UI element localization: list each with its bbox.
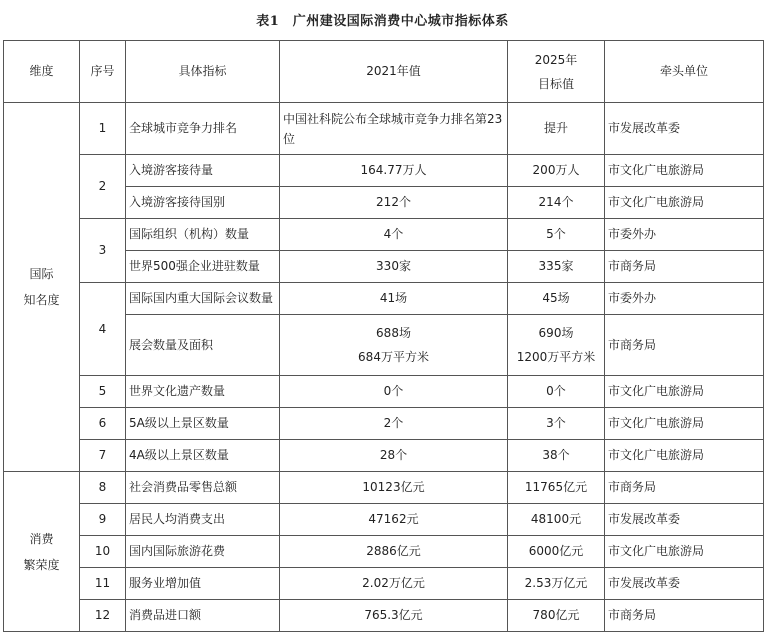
lead-unit-cell: 市商务局 bbox=[605, 600, 764, 632]
seq-cell: 2 bbox=[80, 155, 126, 219]
header-target-2025-line1: 2025年 bbox=[534, 52, 578, 67]
lead-unit-cell: 市委外办 bbox=[605, 219, 764, 251]
header-indicator: 具体指标 bbox=[126, 41, 280, 103]
target-2025-cell: 780亿元 bbox=[508, 600, 605, 632]
seq-cell: 4 bbox=[80, 283, 126, 376]
table-row bbox=[4, 568, 764, 600]
indicator-cell: 入境游客接待国别 bbox=[126, 187, 280, 219]
dimension-line2: 知名度 bbox=[23, 293, 60, 307]
value-2021-cell: 330家 bbox=[280, 251, 508, 283]
lead-unit-cell: 市发展改革委 bbox=[605, 103, 764, 155]
seq-cell: 9 bbox=[80, 504, 126, 536]
header-target-2025 bbox=[508, 41, 605, 103]
target-2025-cell: 200万人 bbox=[508, 155, 605, 187]
target-2025-cell: 11765亿元 bbox=[508, 472, 605, 504]
table-row bbox=[4, 219, 764, 251]
table-row bbox=[4, 283, 764, 315]
table-row bbox=[4, 504, 764, 536]
seq-cell: 12 bbox=[80, 600, 126, 632]
target-2025-cell: 5个 bbox=[508, 219, 605, 251]
target-2025-cell: 38个 bbox=[508, 440, 605, 472]
target-2025-cell: 提升 bbox=[508, 103, 605, 155]
table-title: 表1 广州建设国际消费中心城市指标体系 bbox=[256, 14, 509, 29]
value-2021-cell: 765.3亿元 bbox=[280, 600, 508, 632]
target-2025-cell bbox=[508, 315, 605, 376]
indicator-cell: 社会消费品零售总额 bbox=[126, 472, 280, 504]
indicator-cell: 全球城市竞争力排名 bbox=[126, 103, 280, 155]
table-row bbox=[4, 600, 764, 632]
header-lead-unit: 牵头单位 bbox=[605, 41, 764, 103]
indicator-cell: 世界文化遗产数量 bbox=[126, 376, 280, 408]
value-2021-line2: 684万平方米 bbox=[358, 350, 429, 364]
value-2021-cell: 2个 bbox=[280, 408, 508, 440]
header-value-2021: 2021年值 bbox=[280, 41, 508, 103]
target-2025-cell: 214个 bbox=[508, 187, 605, 219]
header-dimension: 维度 bbox=[4, 41, 80, 103]
table-row bbox=[4, 536, 764, 568]
indicator-cell: 5A级以上景区数量 bbox=[126, 408, 280, 440]
header-target-2025-line2: 目标值 bbox=[537, 76, 574, 91]
lead-unit-cell: 市委外办 bbox=[605, 283, 764, 315]
dimension-line1: 消费 bbox=[29, 531, 54, 546]
lead-unit-cell: 市发展改革委 bbox=[605, 504, 764, 536]
indicator-cell: 服务业增加值 bbox=[126, 568, 280, 600]
seq-cell: 10 bbox=[80, 536, 126, 568]
indicator-cell: 消费品进口额 bbox=[126, 600, 280, 632]
seq-cell: 7 bbox=[80, 440, 126, 472]
value-2021-cell bbox=[280, 315, 508, 376]
indicator-table bbox=[3, 40, 764, 632]
target-2025-cell: 0个 bbox=[508, 376, 605, 408]
seq-cell: 1 bbox=[80, 103, 126, 155]
lead-unit-cell: 市商务局 bbox=[605, 251, 764, 283]
lead-unit-cell: 市文化广电旅游局 bbox=[605, 187, 764, 219]
value-2021-cell: 164.77万人 bbox=[280, 155, 508, 187]
value-2021-cell: 2886亿元 bbox=[280, 536, 508, 568]
seq-cell: 8 bbox=[80, 472, 126, 504]
target-2025-cell: 45场 bbox=[508, 283, 605, 315]
seq-cell: 11 bbox=[80, 568, 126, 600]
dimension-line2: 繁荣度 bbox=[23, 557, 60, 572]
dimension-cell bbox=[4, 103, 80, 472]
indicator-cell: 展会数量及面积 bbox=[126, 315, 280, 376]
lead-unit-cell: 市文化广电旅游局 bbox=[605, 376, 764, 408]
value-2021-cell: 28个 bbox=[280, 440, 508, 472]
table-row bbox=[4, 472, 764, 504]
value-2021-cell: 4个 bbox=[280, 219, 508, 251]
value-2021-line1: 688场 bbox=[376, 326, 411, 340]
value-2021-cell: 47162元 bbox=[280, 504, 508, 536]
target-2025-cell: 48100元 bbox=[508, 504, 605, 536]
table-row bbox=[4, 376, 764, 408]
value-2021-cell: 0个 bbox=[280, 376, 508, 408]
dimension-cell bbox=[4, 472, 80, 632]
seq-cell: 3 bbox=[80, 219, 126, 283]
indicator-cell: 世界500强企业进驻数量 bbox=[126, 251, 280, 283]
value-2021-cell: 10123亿元 bbox=[280, 472, 508, 504]
table-row bbox=[4, 155, 764, 187]
target-2025-cell: 6000亿元 bbox=[508, 536, 605, 568]
value-2021-cell: 41场 bbox=[280, 283, 508, 315]
lead-unit-cell: 市文化广电旅游局 bbox=[605, 440, 764, 472]
value-2021-cell: 中国社科院公布全球城市竞争力排名第23位 bbox=[280, 103, 508, 155]
value-2021-cell: 212个 bbox=[280, 187, 508, 219]
indicator-cell: 国际组织（机构）数量 bbox=[126, 219, 280, 251]
indicator-cell: 居民人均消费支出 bbox=[126, 504, 280, 536]
target-2025-line1: 690场 bbox=[538, 326, 574, 340]
seq-cell: 6 bbox=[80, 408, 126, 440]
header-seq: 序号 bbox=[80, 41, 126, 103]
lead-unit-cell: 市商务局 bbox=[605, 472, 764, 504]
indicator-cell: 入境游客接待量 bbox=[126, 155, 280, 187]
target-2025-cell: 335家 bbox=[508, 251, 605, 283]
dimension-line1: 国际 bbox=[29, 267, 54, 281]
indicator-cell: 国内国际旅游花费 bbox=[126, 536, 280, 568]
target-2025-cell: 2.53万亿元 bbox=[508, 568, 605, 600]
lead-unit-cell: 市文化广电旅游局 bbox=[605, 536, 764, 568]
lead-unit-cell: 市文化广电旅游局 bbox=[605, 155, 764, 187]
value-2021-cell: 2.02万亿元 bbox=[280, 568, 508, 600]
table-row bbox=[4, 408, 764, 440]
lead-unit-cell: 市发展改革委 bbox=[605, 568, 764, 600]
header-row bbox=[4, 41, 764, 103]
indicator-cell: 4A级以上景区数量 bbox=[126, 440, 280, 472]
indicator-cell: 国际国内重大国际会议数量 bbox=[126, 283, 280, 315]
seq-cell: 5 bbox=[80, 376, 126, 408]
table-row bbox=[4, 440, 764, 472]
lead-unit-cell: 市商务局 bbox=[605, 315, 764, 376]
lead-unit-cell: 市文化广电旅游局 bbox=[605, 408, 764, 440]
target-2025-line2: 1200万平方米 bbox=[516, 350, 596, 364]
table-row bbox=[4, 103, 764, 155]
target-2025-cell: 3个 bbox=[508, 408, 605, 440]
